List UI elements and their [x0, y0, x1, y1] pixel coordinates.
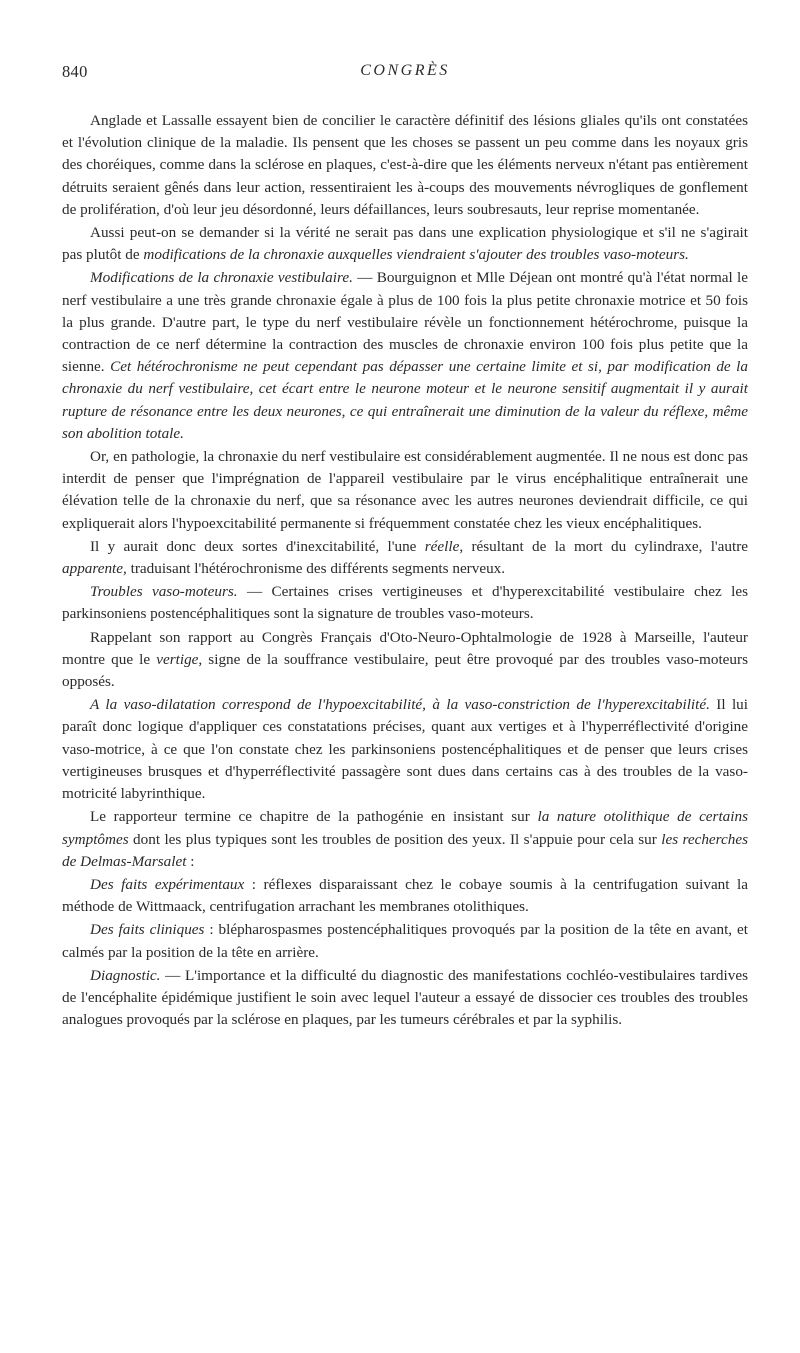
text-run: , signe de la souffrance vestibulaire, peut être provoqué par des troubles vaso-moteurs opposés.	[62, 650, 748, 691]
text-run: Il lui paraît donc logique d'appliquer ces constatations précises, quant aux vertiges et à l'hyperréflectivité d'origine vaso-motrice, à ce que l'on constate chez les parkinsoniens postencéphalitiques et de penser que leurs crises vertigineuses brusques et d'hyperréflectivité passagère sont dues dans certains cas à des troubles de la vaso-motricité labyrinthique.	[62, 696, 748, 803]
italic-text: la nature otolithique de certains symptômes	[62, 808, 748, 848]
italic-text: les recherches de Delmas-Marsalet	[62, 830, 748, 870]
text-run: Rappelant son rapport au Congrès Français d'Oto-Neuro-Ophtalmologie de 1928 à Marseille, l'auteur montre que le	[62, 628, 748, 668]
text-run: Il y aurait donc deux sortes d'inexcitabilité, l'une	[90, 537, 425, 555]
text-run: — L'importance et la difficulté du diagnostic des manifestations cochléo-vestibulaires tardives de l'encéphalite épidémique justifient le soin avec lequel l'auteur a essayé de dissocier ces troubles des troubles analogues provoqués par la sclérose en plaques, par les tumeurs cérébrales et par la syphilis.	[62, 966, 748, 1029]
paragraph	[62, 267, 748, 445]
paragraph	[62, 806, 748, 873]
italic-text: Troubles vaso-moteurs.	[90, 583, 238, 601]
text-run: Anglade et Lassalle essayent bien de concilier le caractère définitif des lésions gliales qu'ils ont constatées et l'évolution clinique de la maladie. Ils pensent que les choses se passent un peu comme dans les noyaux gris des choréiques, comme dans la sclérose en plaques, c'est-à-dire que les éléments nerveux n'étant pas entièrement détruits seraient gênés dans leur action, ressentiraient les à-coups des mouvements névrogliques de gonflement de prolifération, d'où leur jeu désordonné, leurs défaillances, leurs soubresauts, leur reprise momentanée.	[62, 112, 748, 218]
body-text	[62, 110, 748, 1031]
paragraph	[62, 965, 748, 1032]
italic-text: Des faits cliniques	[90, 921, 205, 939]
italic-text: apparente	[62, 560, 124, 578]
running-title: CONGRÈS	[360, 62, 450, 79]
italic-text: A la vaso-dilatation correspond de l'hypoexcitabilité, à la vaso-constriction de l'hyperexcitabilité.	[90, 696, 710, 714]
page-header	[62, 62, 748, 84]
text-run: :	[186, 852, 195, 870]
italic-text: Cet hétérochronisme ne peut cependant pas dépasser une certaine limite et si, par modification de la chronaxie du nerf vestibulaire, cet écart entre le neurone moteur et le neurone sensitif augmentait il y aurait rupture de résonance entre les deux neurones, ce qui entraînerait une diminution de la valeur du réflexe, même son abolition totale.	[62, 358, 748, 442]
text-run: dont les plus typiques sont les troubles de position des yeux. Il s'appuie pour cela sur	[128, 830, 662, 848]
paragraph	[62, 222, 748, 266]
paragraph	[62, 919, 748, 963]
text-run: , résultant de la mort du cylindraxe, l'autre	[459, 537, 748, 555]
text-run: Le rapporteur termine ce chapitre de la pathogénie en insistant sur	[90, 808, 538, 826]
paragraph	[62, 694, 748, 805]
paragraph	[62, 874, 748, 918]
text-run: Or, en pathologie, la chronaxie du nerf vestibulaire est considérablement augmentée. Il ne nous est donc pas interdit de penser que l'imprégnation de l'appareil vestibulaire par le virus encéphalitique entraînerait une élévation telle de la chronaxie du nerf, que sa résonance avec les autres neurones deviendrait difficile, ce qui expliquerait alors l'hypoexcitabilité permanente si fréquemment constatée chez les vieux encéphalitiques.	[62, 448, 748, 532]
text-run: — Certaines crises vertigineuses et d'hyperexcitabilité vestibulaire chez les parkinsoniens postencéphalitiques sont la signature de troubles vaso-moteurs.	[62, 583, 748, 623]
italic-text: vertige	[156, 650, 199, 668]
italic-text: Modifications de la chronaxie vestibulaire.	[90, 269, 353, 287]
italic-text: réelle	[424, 537, 460, 555]
text-run: : réflexes disparaissant chez le cobaye soumis à la centrifugation suivant la méthode de Wittmaack, centrifugation arrachant les membranes otolithiques.	[62, 875, 748, 916]
paragraph	[62, 536, 748, 580]
text-run: , traduisant l'hétérochronisme des différents segments nerveux.	[123, 560, 506, 578]
italic-text: Des faits expérimentaux	[90, 875, 245, 893]
paragraph	[62, 110, 748, 221]
italic-text: modifications de la chronaxie auxquelles viendraient s'ajouter des troubles vaso-moteurs.	[143, 246, 689, 264]
text-run: : blépharospasmes postencéphalitiques provoqués par la position de la tête en avant, et calmés par la position de la tête en arrière.	[62, 921, 748, 961]
paragraph	[62, 627, 748, 694]
paragraph	[62, 581, 748, 625]
paragraph	[62, 446, 748, 535]
italic-text: Diagnostic.	[90, 966, 161, 984]
text-run: — Bourguignon et Mlle Déjean ont montré qu'à l'état normal le nerf vestibulaire a une très grande chronaxie égale à plus de 100 fois la plus petite chronaxie motrice et 50 fois la plus grande. D'autre part, le type du nerf vestibulaire révèle un fonctionnement hétérochrome, puisque la contraction de ce nerf détermine la contraction des muscles de chronaxie environ 100 fois plus petite que la sienne.	[62, 269, 748, 376]
page-number: 840	[62, 62, 88, 81]
text-run: Aussi peut-on se demander si la vérité ne serait pas dans une explication physiologique et s'il ne s'agirait pas plutôt de	[62, 224, 748, 264]
